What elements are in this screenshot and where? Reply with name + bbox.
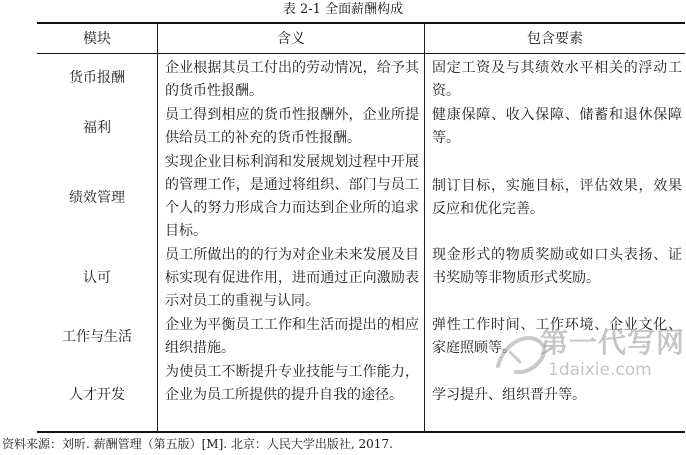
- row-meaning-cell: 为使员工不断提升专业技能与工作能力，企业为员工所提供的提升自我的途径。: [165, 364, 419, 403]
- row-module-cell: 福利: [83, 120, 111, 136]
- watermark-text: 第一代写网: [540, 326, 686, 359]
- table-bottom-rule: [37, 431, 685, 433]
- row-module-cell: 人才开发: [69, 387, 125, 403]
- row-meaning-cell: 实现企业目标利润和发展规划过程中开展的管理工作，是通过将组织、部门与员工个人的努力形成合力而达到企业所的追求目标。: [165, 154, 419, 239]
- row-meaning-cell: 企业根据其员工付出的劳动情况，给予其的货币性报酬。: [165, 60, 419, 99]
- row-meaning-cell: 员工所做出的的行为对企业未来发展及目标实现有促进作用，进而通过正向激励表示对员工的重视与认同。: [165, 247, 419, 309]
- row-content-cell: 学习提升、组织晋升等。: [432, 387, 586, 403]
- row-module-cell: 货币报酬: [69, 70, 125, 86]
- row-content-cell: 弹性工作时间、工作环境、企业文化、家庭照顾等。: [432, 317, 682, 356]
- row-content-cell: 现金形式的物质奖励或如口头表扬、证书奖励等非物质形式奖励。: [432, 247, 682, 286]
- header-meaning: 含义: [277, 31, 305, 47]
- column-divider-1: [157, 23, 158, 432]
- row-module-cell: 认可: [83, 270, 111, 286]
- row-meaning-cell: 企业为平衡员工工作和生活而提出的相应组织措施。: [165, 317, 419, 356]
- row-content-cell: 固定工资及与其绩效水平相关的浮动工资。: [432, 60, 682, 99]
- table-header-rule: [37, 53, 685, 54]
- row-content-cell: 制订目标，实施目标，评估效果，效果反应和优化完善。: [432, 178, 682, 217]
- table-caption: 表 2-1 全面薪酬构成: [282, 2, 404, 17]
- source-note: 资料来源：刘昕. 薪酬管理（第五版）[M]. 北京：人民大学出版社, 2017.: [2, 437, 393, 451]
- watermark-url: 1daixie.com: [548, 360, 652, 380]
- row-content-cell: 健康保障、收入保障、储蓄和退休保障等。: [432, 107, 682, 146]
- column-divider-2: [424, 23, 425, 432]
- row-module-cell: 工作与生活: [62, 329, 132, 345]
- table-top-rule: [37, 22, 685, 24]
- header-content: 包含要素: [527, 31, 583, 47]
- header-module: 模块: [83, 31, 111, 47]
- row-meaning-cell: 员工得到相应的货币性报酬外，企业所提供给员工的补充的货币性报酬。: [165, 107, 419, 146]
- row-module-cell: 绩效管理: [69, 190, 125, 206]
